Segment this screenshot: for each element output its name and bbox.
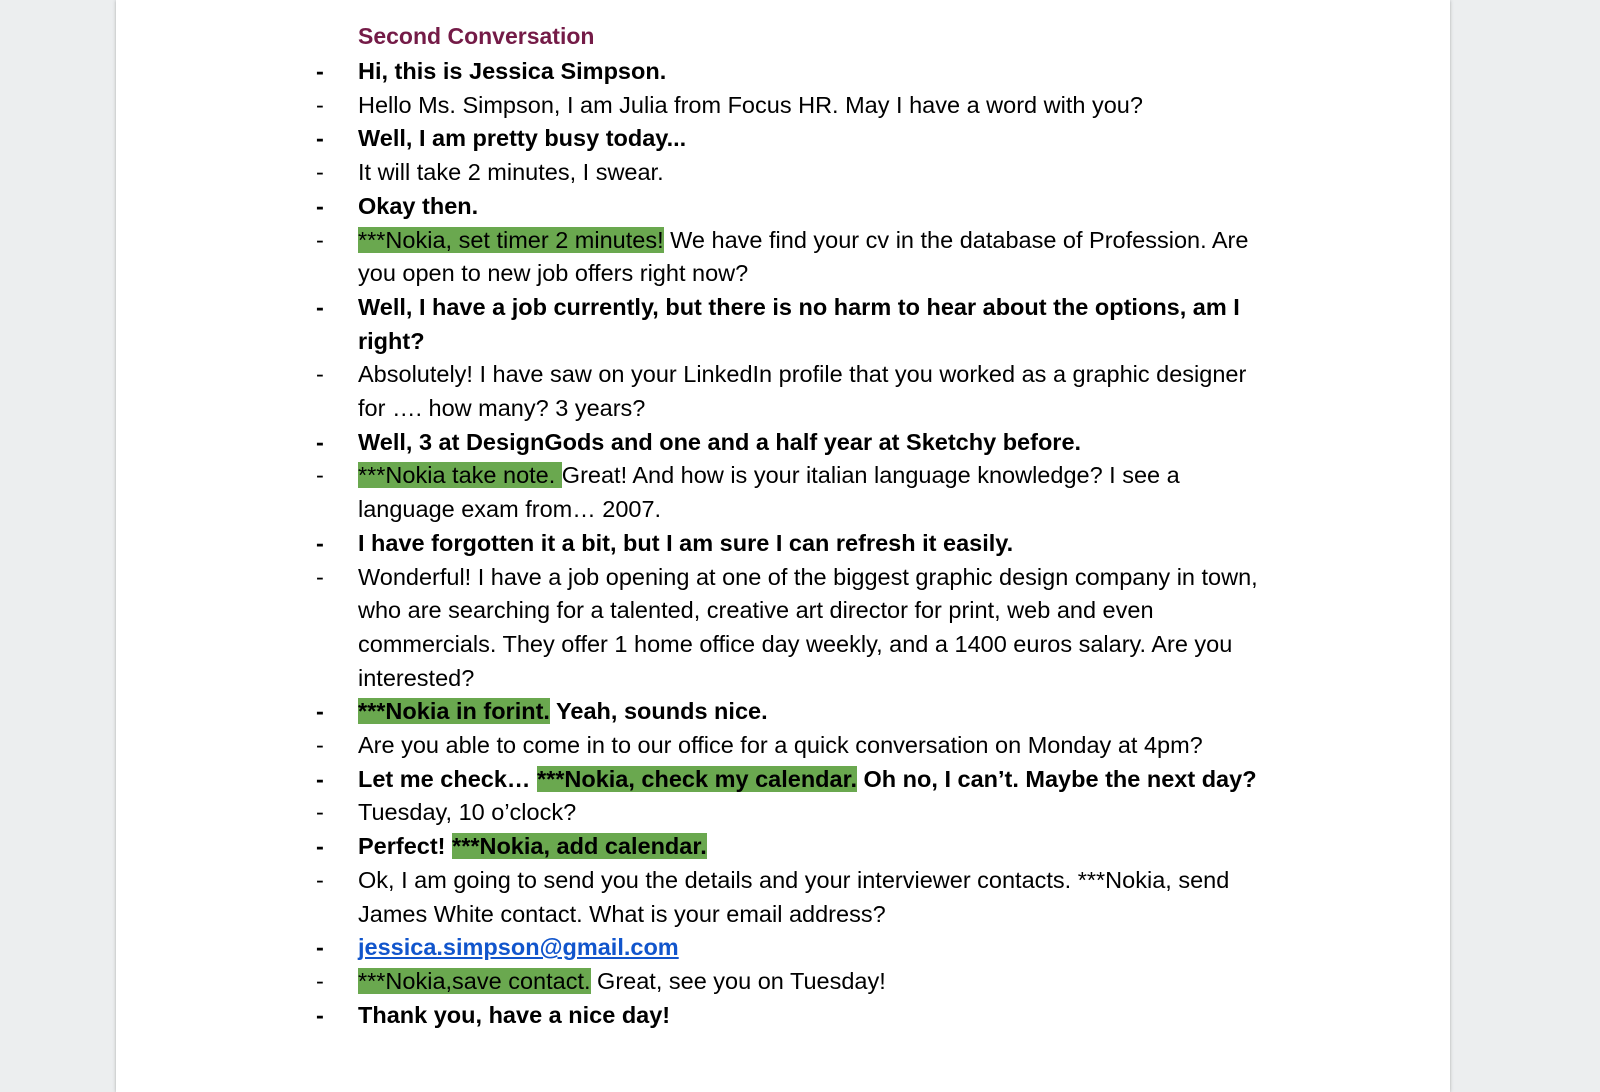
section-heading: Second Conversation — [358, 23, 595, 49]
dialogue-line — [116, 931, 1278, 965]
line-text: Well, 3 at DesignGods and one and a half year at Sketchy before. — [358, 428, 1082, 455]
bullet-dash: - — [316, 833, 324, 860]
dialogue-line — [116, 763, 1278, 797]
line-text: Are you able to come in to our office for a quick conversation on Monday at 4pm? — [358, 732, 1203, 759]
dialogue-line — [116, 796, 1278, 830]
bullet-dash: - — [316, 866, 324, 893]
bullet-dash: - — [316, 934, 324, 961]
bullet-dash: - — [316, 91, 324, 118]
line-text: Perfect! — [358, 833, 453, 860]
line-text: Well, I have a job currently, but there is no harm to hear about the options, am I right? — [358, 293, 1240, 354]
line-text: Absolutely! I have saw on your LinkedIn profile that you worked as a graphic designer for …. how many? 3 years? — [358, 361, 1247, 422]
line-text: Ok, I am going to send you the details and your interviewer contacts. ***Nokia, send James White contact. What is your email address? — [358, 866, 1230, 927]
dialogue-line — [116, 527, 1278, 561]
dialogue-line — [116, 224, 1278, 291]
line-text: Oh no, I can’t. Maybe the next day? — [856, 765, 1257, 792]
bullet-dash: - — [316, 428, 324, 455]
bullet-dash: - — [316, 563, 324, 590]
bullet-dash: - — [316, 967, 324, 994]
dialogue-line — [116, 729, 1278, 763]
bullet-dash: - — [316, 1001, 324, 1028]
dialogue-line — [116, 459, 1278, 526]
bullet-dash: - — [316, 159, 324, 186]
highlighted-command: ***Nokia take note. — [358, 462, 562, 489]
bullet-dash: - — [316, 799, 324, 826]
bullet-dash: - — [316, 226, 324, 253]
email-link[interactable]: jessica.simpson@gmail.com — [358, 934, 679, 961]
dialogue-line — [116, 291, 1278, 358]
bullet-dash: - — [316, 58, 324, 84]
dialogue-line — [116, 358, 1278, 425]
highlighted-command: ***Nokia, set timer 2 minutes! — [358, 226, 664, 253]
dialogue-line — [116, 426, 1278, 460]
bullet-dash: - — [316, 462, 324, 489]
dialogue-list — [116, 55, 1450, 1032]
bullet-dash: - — [316, 125, 324, 152]
bullet-dash: - — [316, 698, 324, 725]
dialogue-line — [116, 89, 1278, 123]
highlighted-command: ***Nokia, check my calendar. — [536, 765, 857, 792]
line-text: Thank you, have a nice day! — [358, 1001, 671, 1028]
bullet-dash: - — [316, 529, 324, 556]
highlighted-command: ***Nokia,save contact. — [358, 967, 591, 994]
line-text: We have find your cv in the database of Profession. Are you open to new job offers right now? — [358, 226, 1249, 287]
line-text: Hi, this is Jessica Simpson. — [358, 58, 667, 84]
dialogue-line — [116, 122, 1278, 156]
line-text: Okay then. — [358, 192, 479, 219]
line-text: Hello Ms. Simpson, I am Julia from Focus HR. May I have a word with you? — [358, 91, 1143, 118]
line-text: Yeah, sounds nice. — [549, 698, 768, 725]
dialogue-line — [116, 156, 1278, 190]
dialogue-line — [116, 965, 1278, 999]
dialogue-line — [116, 830, 1278, 864]
document-page — [116, 0, 1450, 1092]
dialogue-line — [116, 864, 1278, 931]
bullet-dash: - — [316, 765, 324, 792]
line-text: Well, I am pretty busy today... — [358, 125, 687, 152]
line-text: Great! And how is your italian language knowledge? I see a language exam from… 2007. — [358, 462, 1180, 523]
bullet-dash: - — [316, 732, 324, 759]
line-text: It will take 2 minutes, I swear. — [358, 159, 664, 186]
dialogue-line — [116, 190, 1278, 224]
dialogue-line — [116, 999, 1278, 1033]
line-text: I have forgotten it a bit, but I am sure I can refresh it easily. — [358, 529, 1014, 556]
line-text: Let me check… — [358, 765, 537, 792]
bullet-dash: - — [316, 361, 324, 388]
dialogue-line — [116, 695, 1278, 729]
line-text: Tuesday, 10 o’clock? — [358, 799, 577, 826]
line-text: Wonderful! I have a job opening at one of the biggest graphic design company in town, who are searching for a talented, creative art director for print, web and even commercials. They offer 1 home office day weekly, and a 1400 euros salary. Are you interested? — [358, 563, 1258, 691]
highlighted-command: ***Nokia in forint. — [358, 698, 550, 725]
bullet-dash: - — [316, 192, 324, 219]
line-text: Great, see you on Tuesday! — [590, 967, 886, 994]
dialogue-line — [116, 561, 1278, 696]
dialogue-line — [116, 55, 1278, 89]
highlighted-command: ***Nokia, add calendar. — [452, 833, 707, 860]
bullet-dash: - — [316, 293, 324, 320]
